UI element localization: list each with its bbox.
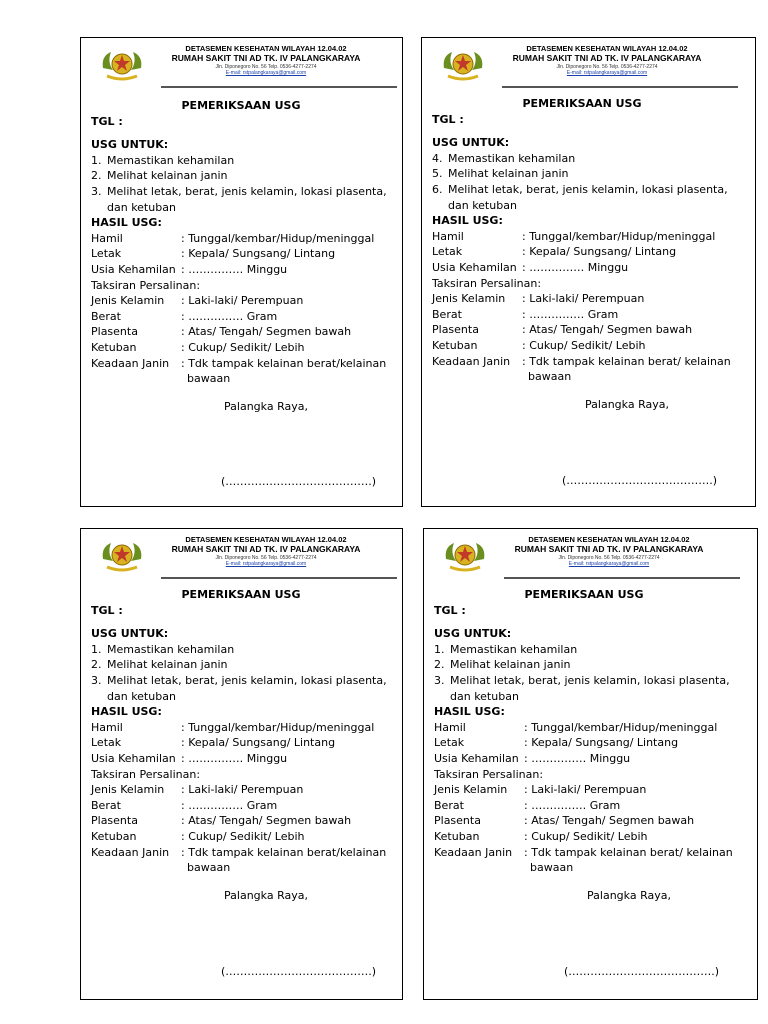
letterhead	[438, 44, 718, 84]
field-value: : Atas/ Tengah/ Segmen bawah	[181, 325, 352, 339]
signature-place: Palangka Raya,	[585, 397, 669, 411]
letterhead-text	[494, 535, 724, 567]
org-name: DETASEMEN KESEHATAN WILAYAH 12.04.02	[528, 535, 690, 544]
field-label: Plasenta	[434, 814, 481, 828]
date-label: TGL :	[91, 603, 123, 617]
hospital-address: Jln. Diponegoro No. 56 Telp. 0536-4277-2274	[215, 64, 317, 70]
purpose-item: Melihat kelainan janin	[450, 658, 571, 672]
letterhead	[440, 535, 720, 575]
field-label: Hamil	[432, 229, 464, 243]
field-value: : Laki-laki/ Perempuan	[181, 783, 304, 797]
field-label: Plasenta	[91, 814, 138, 828]
hospital-email: E-mail: rstpalangkaraya@gmail.com	[225, 561, 307, 567]
field-value: : …………… Minggu	[522, 260, 629, 274]
purpose-item-continued: dan ketuban	[107, 689, 176, 703]
field-value: : …………… Gram	[522, 307, 619, 321]
taksiran-heading: Taksiran Persalinan:	[91, 278, 201, 292]
purpose-item-continued: dan ketuban	[107, 200, 176, 214]
purpose-number: 3.	[434, 673, 445, 687]
field-label: Plasenta	[432, 323, 479, 337]
letterhead-divider	[161, 577, 397, 579]
field-label: Berat	[434, 798, 464, 812]
field-value: : Cukup/ Sedikit/ Lebih	[181, 829, 305, 843]
purpose-item-continued: dan ketuban	[450, 689, 519, 703]
letterhead-text	[151, 44, 381, 76]
taksiran-heading: Taksiran Persalinan:	[91, 767, 201, 781]
purpose-item: Melihat letak, berat, jenis kelamin, lokasi plasenta,	[107, 184, 387, 198]
field-value: : …………… Gram	[524, 798, 621, 812]
letterhead-divider	[504, 577, 740, 579]
field-value-continued: bawaan	[530, 861, 574, 875]
org-name: DETASEMEN KESEHATAN WILAYAH 12.04.02	[185, 44, 347, 53]
field-label: Keadaan Janin	[91, 356, 170, 370]
purpose-number: 1.	[434, 642, 445, 656]
signature-place: Palangka Raya,	[224, 399, 308, 413]
usg-purpose-heading: USG UNTUK:	[91, 138, 169, 152]
purpose-number: 2.	[91, 169, 102, 183]
field-value: : Laki-laki/ Perempuan	[522, 292, 645, 306]
purpose-item: Memastikan kehamilan	[448, 151, 576, 165]
signature-line: (………………………………….)	[562, 474, 718, 487]
field-value: : Kepala/ Sungsang/ Lintang	[524, 736, 679, 750]
purpose-number: 3.	[91, 184, 102, 198]
field-value: : …………… Gram	[181, 309, 278, 323]
purpose-item: Melihat kelainan janin	[107, 169, 228, 183]
field-value: : Kepala/ Sungsang/ Lintang	[522, 245, 677, 259]
usg-purpose-heading: USG UNTUK:	[91, 627, 169, 641]
field-label: Jenis Kelamin	[91, 783, 165, 797]
hospital-email: E-mail: rstpalangkaraya@gmail.com	[225, 70, 307, 76]
field-label: Hamil	[91, 231, 123, 245]
field-value: : Tdk tampak kelainan berat/kelainan	[181, 845, 387, 859]
usg-form-card-2	[421, 37, 756, 507]
hospital-name: RUMAH SAKIT TNI AD TK. IV PALANGKARAYA	[514, 544, 704, 554]
signature-place: Palangka Raya,	[224, 888, 308, 902]
signature-place: Palangka Raya,	[587, 888, 671, 902]
purpose-item: Melihat letak, berat, jenis kelamin, lokasi plasenta,	[448, 182, 728, 196]
field-value: : …………… Minggu	[524, 751, 631, 765]
field-value: : Kepala/ Sungsang/ Lintang	[181, 736, 336, 750]
form-title: PEMERIKSAAN USG	[181, 588, 301, 601]
field-value: : Cukup/ Sedikit/ Lebih	[181, 340, 305, 354]
usg-form-card-4	[423, 528, 758, 1000]
field-value: : Tdk tampak kelainan berat/ kelainan	[524, 845, 733, 859]
result-heading: HASIL USG:	[432, 214, 503, 228]
field-label: Berat	[91, 798, 121, 812]
field-label: Letak	[91, 736, 122, 750]
field-value: : Atas/ Tengah/ Segmen bawah	[522, 323, 693, 337]
letterhead-divider	[161, 86, 397, 88]
signature-line: (………………………………….)	[221, 965, 377, 978]
date-label: TGL :	[91, 114, 123, 128]
military-emblem-icon	[99, 46, 145, 82]
org-name: DETASEMEN KESEHATAN WILAYAH 12.04.02	[526, 44, 688, 53]
field-value: : …………… Minggu	[181, 262, 288, 276]
letterhead-text	[492, 44, 722, 76]
military-emblem-icon	[440, 46, 486, 82]
field-value: : Cukup/ Sedikit/ Lebih	[522, 338, 646, 352]
hospital-address: Jln. Diponegoro No. 56 Telp. 0536-4277-2274	[215, 555, 317, 561]
taksiran-heading: Taksiran Persalinan:	[434, 767, 544, 781]
field-label: Jenis Kelamin	[432, 292, 506, 306]
hospital-address: Jln. Diponegoro No. 56 Telp. 0536-4277-2274	[558, 555, 660, 561]
military-emblem-icon	[442, 537, 488, 573]
purpose-item: Memastikan kehamilan	[107, 642, 235, 656]
field-label: Berat	[432, 307, 462, 321]
field-label: Usia Kehamilan	[91, 262, 176, 276]
field-label: Ketuban	[91, 829, 137, 843]
hospital-email: E-mail: rstpalangkaraya@gmail.com	[566, 70, 648, 76]
hospital-address: Jln. Diponegoro No. 56 Telp. 0536-4277-2274	[556, 64, 658, 70]
field-label: Keadaan Janin	[91, 845, 170, 859]
taksiran-heading: Taksiran Persalinan:	[432, 276, 542, 290]
field-label: Keadaan Janin	[432, 354, 511, 368]
military-emblem-icon	[99, 537, 145, 573]
field-value: : Laki-laki/ Perempuan	[181, 294, 304, 308]
field-label: Letak	[91, 247, 122, 261]
field-label: Berat	[91, 309, 121, 323]
purpose-item: Memastikan kehamilan	[450, 642, 578, 656]
purpose-item-continued: dan ketuban	[448, 198, 517, 212]
usg-form-card-3	[80, 528, 403, 1000]
field-label: Usia Kehamilan	[432, 260, 517, 274]
field-label: Jenis Kelamin	[434, 783, 508, 797]
purpose-number: 6.	[432, 182, 443, 196]
field-value-continued: bawaan	[187, 372, 231, 386]
purpose-item: Melihat kelainan janin	[448, 167, 569, 181]
letterhead	[97, 535, 377, 575]
field-value: : …………… Minggu	[181, 751, 288, 765]
field-value: : Tunggal/kembar/Hidup/meninggal	[181, 231, 375, 245]
field-value: : …………… Gram	[181, 798, 278, 812]
purpose-number: 4.	[432, 151, 443, 165]
date-label: TGL :	[434, 603, 466, 617]
field-value: : Tdk tampak kelainan berat/ kelainan	[522, 354, 731, 368]
purpose-number: 5.	[432, 167, 443, 181]
org-name: DETASEMEN KESEHATAN WILAYAH 12.04.02	[185, 535, 347, 544]
field-label: Ketuban	[434, 829, 480, 843]
field-value: : Atas/ Tengah/ Segmen bawah	[524, 814, 695, 828]
field-label: Hamil	[434, 720, 466, 734]
letterhead	[97, 44, 377, 84]
result-heading: HASIL USG:	[91, 216, 162, 230]
form-body	[91, 98, 401, 414]
field-label: Jenis Kelamin	[91, 294, 165, 308]
form-body	[432, 96, 742, 412]
purpose-number: 3.	[91, 673, 102, 687]
form-title: PEMERIKSAAN USG	[524, 588, 644, 601]
signature-line: (………………………………….)	[221, 475, 377, 488]
form-title: PEMERIKSAAN USG	[181, 99, 301, 112]
usg-form-card-1	[80, 37, 403, 507]
field-label: Letak	[434, 736, 465, 750]
field-label: Letak	[432, 245, 463, 259]
form-body	[91, 587, 401, 903]
field-label: Hamil	[91, 720, 123, 734]
field-label: Plasenta	[91, 325, 138, 339]
field-value: : Atas/ Tengah/ Segmen bawah	[181, 814, 352, 828]
field-value: : Tdk tampak kelainan berat/kelainan	[181, 356, 387, 370]
purpose-number: 2.	[91, 658, 102, 672]
form-title: PEMERIKSAAN USG	[522, 97, 642, 110]
date-label: TGL :	[432, 112, 464, 126]
field-value: : Tunggal/kembar/Hidup/meninggal	[522, 229, 716, 243]
hospital-email: E-mail: rstpalangkaraya@gmail.com	[568, 561, 650, 567]
letterhead-divider	[502, 86, 738, 88]
result-heading: HASIL USG:	[434, 705, 505, 719]
field-label: Usia Kehamilan	[434, 751, 519, 765]
field-value-continued: bawaan	[187, 861, 231, 875]
signature-line: (………………………………….)	[564, 965, 720, 978]
field-value: : Tunggal/kembar/Hidup/meninggal	[524, 720, 718, 734]
field-label: Keadaan Janin	[434, 845, 513, 859]
result-heading: HASIL USG:	[91, 705, 162, 719]
purpose-item: Melihat kelainan janin	[107, 658, 228, 672]
field-value-continued: bawaan	[528, 370, 572, 384]
field-label: Ketuban	[432, 338, 478, 352]
field-value: : Laki-laki/ Perempuan	[524, 783, 647, 797]
form-body	[434, 587, 744, 903]
purpose-item: Melihat letak, berat, jenis kelamin, lokasi plasenta,	[450, 673, 730, 687]
field-label: Ketuban	[91, 340, 137, 354]
field-label: Usia Kehamilan	[91, 751, 176, 765]
hospital-name: RUMAH SAKIT TNI AD TK. IV PALANGKARAYA	[171, 53, 361, 63]
purpose-number: 2.	[434, 658, 445, 672]
hospital-name: RUMAH SAKIT TNI AD TK. IV PALANGKARAYA	[171, 544, 361, 554]
purpose-item: Memastikan kehamilan	[107, 153, 235, 167]
purpose-number: 1.	[91, 153, 102, 167]
hospital-name: RUMAH SAKIT TNI AD TK. IV PALANGKARAYA	[512, 53, 702, 63]
field-value: : Tunggal/kembar/Hidup/meninggal	[181, 720, 375, 734]
letterhead-text	[151, 535, 381, 567]
purpose-item: Melihat letak, berat, jenis kelamin, lokasi plasenta,	[107, 673, 387, 687]
usg-purpose-heading: USG UNTUK:	[434, 627, 512, 641]
field-value: : Kepala/ Sungsang/ Lintang	[181, 247, 336, 261]
field-value: : Cukup/ Sedikit/ Lebih	[524, 829, 648, 843]
purpose-number: 1.	[91, 642, 102, 656]
usg-purpose-heading: USG UNTUK:	[432, 136, 510, 150]
